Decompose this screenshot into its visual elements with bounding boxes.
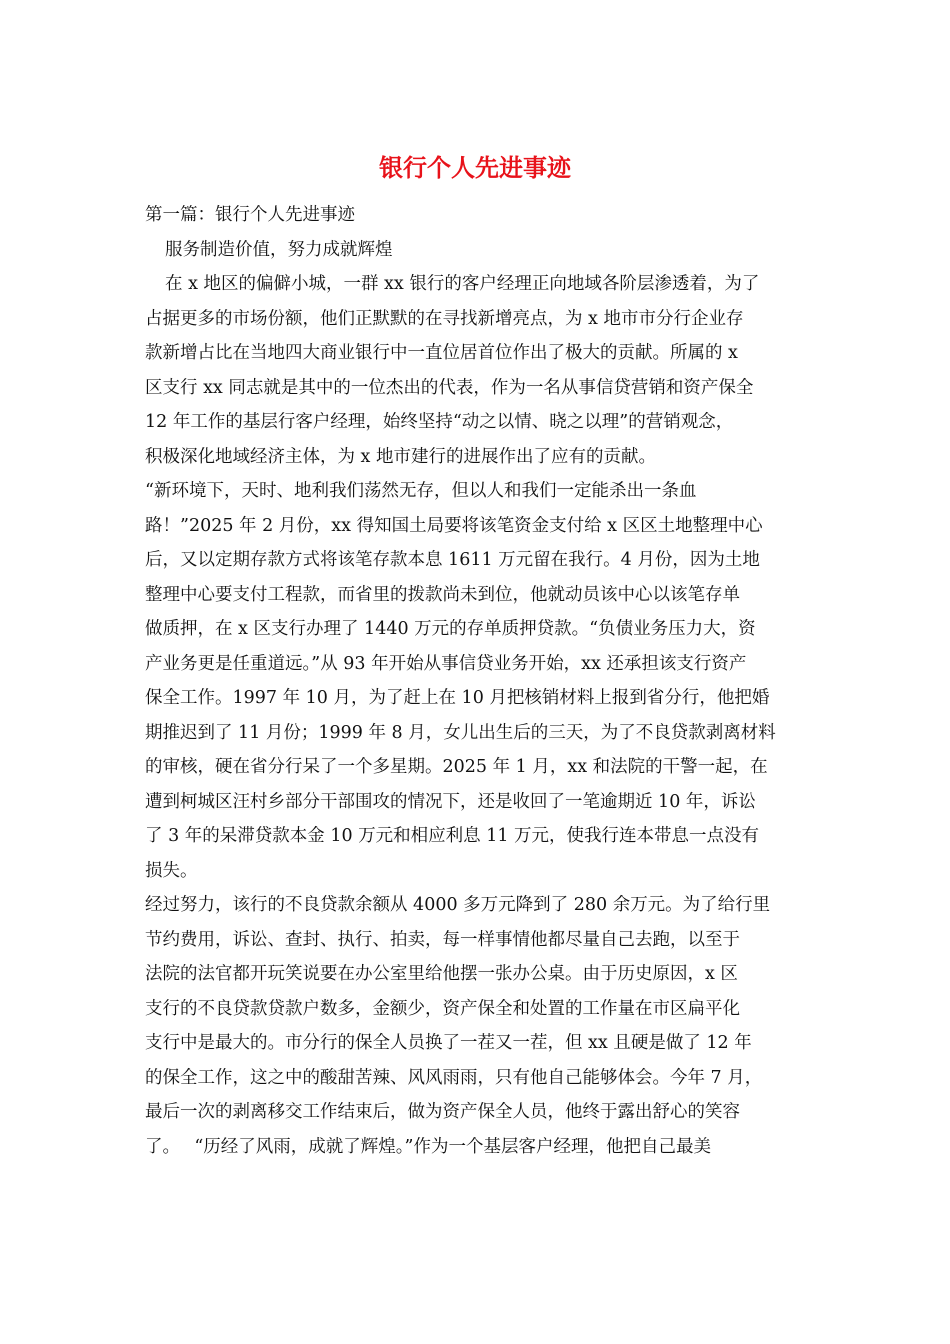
paragraph-line: 款新增占比在当地四大商业银行中一直位居首位作出了极大的贡献。所属的 x: [145, 343, 738, 363]
paragraph-line: 法院的法官都开玩笑说要在办公室里给他摆一张办公桌。由于历史原因，x 区: [145, 964, 738, 984]
paragraph-line: 区支行 xx 同志就是其中的一位杰出的代表，作为一名从事信贷营销和资产保全: [145, 377, 754, 398]
paragraph-line: 了。 “历经了风雨，成就了辉煌。”作为一个基层客户经理，他把自己最美: [145, 1136, 711, 1157]
section-heading: 第一篇：银行个人先进事迹: [145, 205, 355, 225]
paragraph-line: 整理中心要支付工程款，而省里的拨款尚未到位，他就动员该中心以该笔存单: [145, 584, 740, 605]
paragraph-line: 保全工作。1997 年 10 月，为了赶上在 10 月把核销材料上报到省分行，他把婚: [145, 688, 770, 708]
paragraph-line: 损失。: [145, 860, 198, 881]
subtitle-line: 服务制造价值，努力成就辉煌: [165, 239, 393, 260]
paragraph-line: 期推迟到了 11 月份；1999 年 8 月，女儿出生后的三天，为了不良贷款剥离材料: [145, 722, 776, 743]
paragraph-line: 占据更多的市场份额，他们正默默的在寻找新增亮点，为 x 地市市分行企业存: [145, 308, 744, 329]
paragraph-line: 遭到柯城区汪村乡部分干部围攻的情况下，还是收回了一笔逾期近 10 年，诉讼: [145, 791, 756, 812]
paragraph-line: 的审核，硬在省分行呆了一个多星期。2025 年 1 月，xx 和法院的干警一起，在: [145, 757, 768, 777]
document-title: 银行个人先进事迹: [379, 153, 571, 182]
paragraph-line: 做质押，在 x 区支行办理了 1440 万元的存单质押贷款。“负债业务压力大，资: [145, 619, 756, 639]
paragraph-line: 12 年工作的基层行客户经理，始终坚持“动之以情、晓之以理”的营销观念，: [145, 412, 734, 432]
paragraph-line: 积极深化地域经济主体，为 x 地市建行的进展作出了应有的贡献。: [145, 446, 656, 467]
paragraph-line: 的保全工作，这之中的酸甜苦辣、风风雨雨，只有他自己能够体会。今年 7 月，: [145, 1067, 763, 1088]
paragraph-line: 节约费用，诉讼、查封、执行、拍卖，每一样事情他都尽量自己去跑，以至于: [145, 929, 740, 950]
paragraph-line: “新环境下，天时、地利我们荡然无存，但以人和我们一定能杀出一条血: [145, 481, 697, 501]
paragraph-line: 支行的不良贷款贷款户数多，金额少，资产保全和处置的工作量在市区扁平化: [145, 998, 740, 1019]
paragraph-line: 经过努力，该行的不良贷款余额从 4000 多万元降到了 280 余万元。为了给行里: [145, 895, 771, 915]
paragraph-line: 产业务更是任重道远。”从 93 年开始从事信贷业务开始，xx 还承担该支行资产: [145, 653, 747, 674]
paragraph-line: 支行中是最大的。市分行的保全人员换了一茬又一茬，但 xx 且硬是做了 12 年: [145, 1033, 752, 1053]
paragraph-line: 路！”2025 年 2 月份，xx 得知国土局要将该笔资金支付给 x 区区土地整理中心: [145, 515, 763, 536]
paragraph-line: 后，又以定期存款方式将该笔存款本息 1611 万元留在我行。4 月份，因为土地: [145, 550, 760, 570]
document-body: [145, 198, 810, 1164]
paragraph-line: 了 3 年的呆滞贷款本金 10 万元和相应利息 11 万元，使我行连本带息一点没有: [145, 826, 760, 846]
paragraph-line: 最后一次的剥离移交工作结束后，做为资产保全人员，他终于露出舒心的笑容: [145, 1102, 740, 1122]
paragraph-line: 在 x 地区的偏僻小城，一群 xx 银行的客户经理正向地域各阶层渗透着，为了: [165, 274, 760, 294]
